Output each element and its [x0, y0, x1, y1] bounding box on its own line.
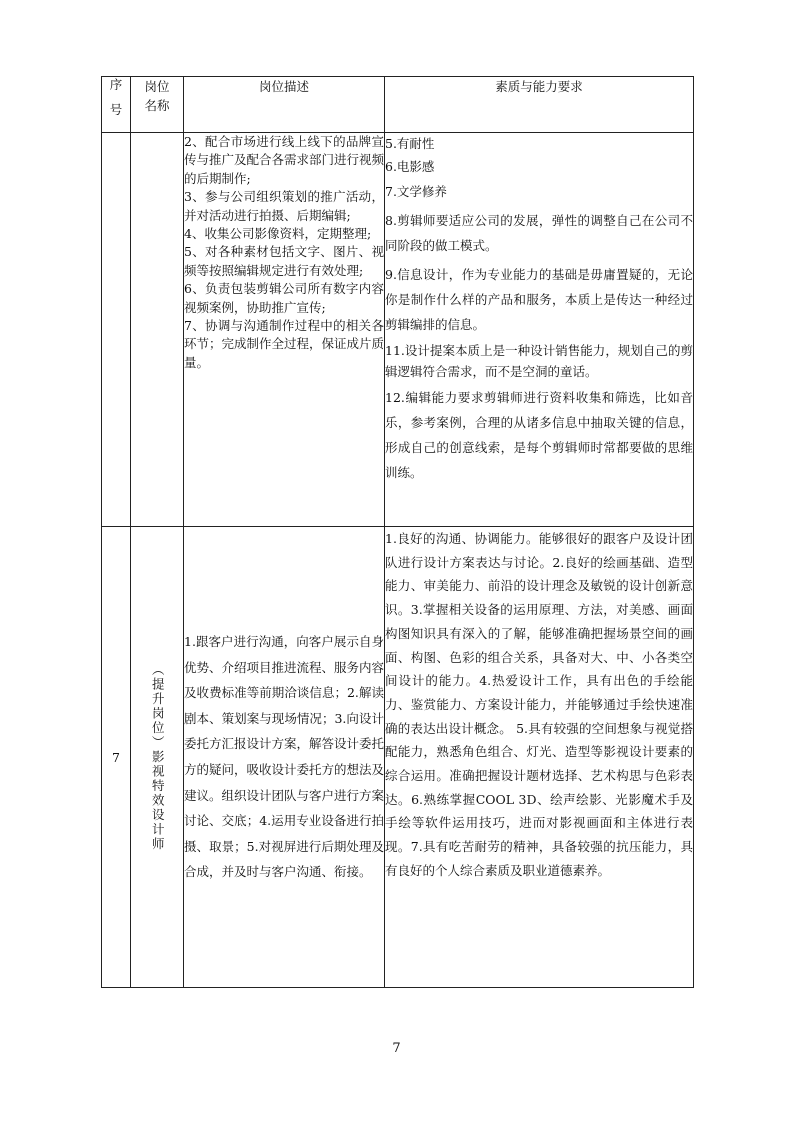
table-row: [102, 133, 694, 527]
requirement-item: 12.编辑能力要求剪辑师进行资料收集和筛选，比如音乐，参考案例，合理的从诸多信息中抽取关键的信息，形成自己的创意线索，是每个剪辑师时常都要做的思维训练。: [385, 390, 693, 480]
description-item: 3、参与公司组织策划的推广活动，并对活动进行拍摄、后期编辑;: [184, 189, 384, 223]
header-name: [131, 77, 184, 133]
requirements-cell: [385, 133, 694, 527]
requirement-item: 9.信息设计，作为专业能力的基础是毋庸置疑的，无论你是制作什么样的产品和服务，本质上是传达一种经过剪辑编排的信息。: [385, 267, 693, 332]
position-name-prefix: （提升岗位）: [150, 662, 166, 750]
row-number-cell: 7: [102, 527, 131, 988]
header-seq-top: 序: [109, 77, 123, 92]
requirements-cell: 1.良好的沟通、协调能力。能够很好的跟客户及设计团队进行设计方案表达与讨论。2.良好的绘画基础、造型能力、审美能力、前沿的设计理念及敏锐的设计创新意识。3.掌握相关设备的运用原理、方法，对美感、画面构图知识具有深入的了解，能够准确把握场景空间的画面、构图、色彩的组合关系，具备对大、中、小各类空间设计的能力。4.热爱设计工作，具有出色的手绘能力、鉴赏能力、方案设计能力，并能够通过手绘快速准确的表达出设计概念。 5.具有较强的空间想象与视觉搭配能力，熟悉角色组合、灯光、造型等影视设计要素的综合运用。准确把握设计题材选择、艺术构思与色彩表达。6.熟练掌握COOL 3D、绘声绘影、光影魔术手及手绘等软件运用技巧，进而对影视画面和主体进行表现。7.具有吃苦耐劳的精神，具备较强的抗压能力，具有良好的个人综合素质及职业道德素养。: [385, 527, 694, 988]
position-name: [151, 663, 164, 852]
table-header-row: [102, 77, 694, 133]
header-seq-bottom: 号: [109, 102, 123, 117]
description-item: 6、负责包装剪辑公司所有数字内容视频案例，协助推广宣传;: [184, 281, 384, 315]
requirement-item: 8.剪辑师要适应公司的发展，弹性的调整自己在公司不同阶段的做工模式。: [385, 213, 693, 253]
header-seq: [102, 77, 131, 133]
requirement-item: 11.设计提案本质上是一种设计销售能力，规划自己的剪辑逻辑符合需求，而不是空洞的童话。: [385, 343, 693, 379]
position-name-title: 影视特效设计师: [150, 749, 166, 852]
description-cell: [184, 133, 385, 527]
job-table: [101, 76, 694, 988]
description-cell: 1.跟客户进行沟通，向客户展示自身优势、介绍项目推进流程、服务内容及收费标准等前期洽谈信息；2.解读剧本、策划案与现场情况；3.向设计委托方汇报设计方案，解答设计委托方的疑问，吸收设计委托方的想法及建议。组织设计团队与客户进行方案讨论、交底；4.运用专业设备进行拍摄、取景；5.对视屏进行后期处理及合成，并及时与客户沟通、衔接。: [184, 527, 385, 988]
description-item: 7、协调与沟通制作过程中的相关各环节；完成制作全过程，保证成片质量。: [184, 318, 385, 370]
header-description: 岗位描述: [184, 77, 385, 133]
header-name-top: 岗位: [144, 79, 170, 94]
requirement-item: 7.文学修养: [385, 184, 447, 199]
row-name-cell: [131, 527, 184, 988]
description-item: 4、收集公司影像资料，定期整理;: [184, 226, 372, 242]
row-name-cell: [131, 133, 184, 527]
table-row: [102, 527, 694, 988]
requirement-item: 6.电影感: [385, 159, 435, 174]
header-requirements: 素质与能力要求: [385, 77, 694, 133]
description-item: 2、配合市场进行线上线下的品牌宣传与推广及配合各需求部门进行视频的后期制作;: [184, 134, 385, 186]
row-number-cell: [102, 133, 131, 527]
requirement-item: 5.有耐性: [385, 136, 435, 151]
description-item: 5、对各种素材包括文字、图片、视频等按照编辑规定进行有效处理;: [184, 244, 384, 278]
header-name-bottom: 名称: [144, 98, 170, 114]
page-number: 7: [392, 1041, 401, 1056]
